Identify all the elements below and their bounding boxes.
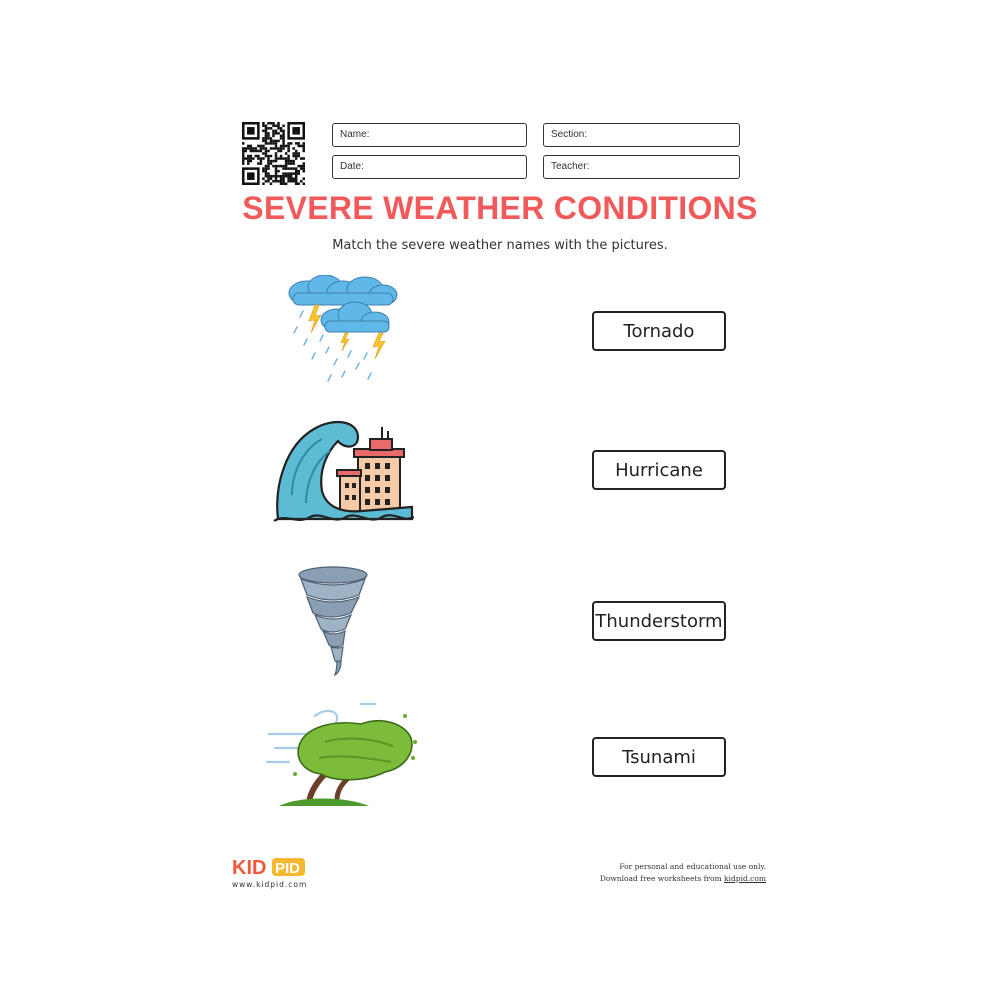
date-field[interactable]: [332, 155, 527, 179]
footer-url[interactable]: www.kidpid.com: [232, 880, 308, 889]
footer-note-prefix: Download free worksheets from: [599, 874, 725, 883]
thunderstorm-icon: [285, 275, 400, 387]
word-box-hurricane[interactable]: Hurricane: [592, 450, 726, 490]
footer-link[interactable]: kidpid.com: [724, 874, 766, 883]
qr-code-icon: [242, 122, 305, 185]
footer-note: [560, 861, 766, 885]
kidpid-logo: [232, 855, 312, 879]
hurricane-icon: [265, 702, 420, 812]
name-label: Name:: [340, 129, 370, 140]
section-field[interactable]: [543, 123, 740, 147]
teacher-label: Teacher:: [551, 161, 590, 172]
tornado-icon: [297, 565, 369, 677]
page-title: SEVERE WEATHER CONDITIONS: [242, 190, 758, 226]
tsunami-icon: [272, 415, 414, 527]
word-box-tsunami[interactable]: Tsunami: [592, 737, 726, 777]
footer-note-line1: For personal and educational use only.: [619, 862, 766, 871]
word-box-tornado[interactable]: Tornado: [592, 311, 726, 351]
logo-pid-text: PID: [275, 860, 301, 877]
date-label: Date:: [340, 161, 364, 172]
name-field[interactable]: [332, 123, 527, 147]
footer-note-line2: [560, 873, 766, 885]
teacher-field[interactable]: [543, 155, 740, 179]
logo-kid-text: KID: [232, 857, 267, 879]
section-label: Section:: [551, 129, 588, 140]
word-box-thunderstorm[interactable]: Thunderstorm: [592, 601, 726, 641]
instructions: Match the severe weather names with the pictures.: [332, 238, 668, 253]
